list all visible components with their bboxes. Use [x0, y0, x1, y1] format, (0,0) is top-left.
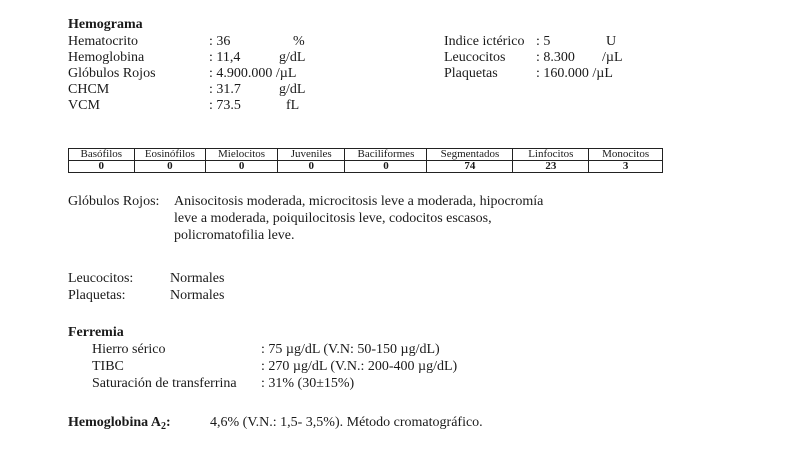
rbc-morphology-label: Glóbulos Rojos: — [68, 194, 160, 209]
header-eosinofilos: Eosinófilos — [134, 149, 206, 161]
hba2-value: 4,6% (V.N.: 1,5- 3,5%). Método cromatográfico. — [210, 415, 483, 430]
hierro-serico-value: : 75 µg/dL (V.N: 50-150 µg/dL) — [261, 342, 440, 357]
saturacion-value: : 31% (30±15%) — [261, 376, 355, 391]
row-label: Plaquetas — [444, 66, 498, 81]
hba2-label-sub: 2 — [160, 421, 166, 432]
row-value: : 31.7 — [209, 82, 241, 97]
hba2-label-colon: : — [165, 415, 171, 430]
row-value: : 4.900.000 /µL — [209, 66, 297, 81]
saturacion-label: Saturación de transferrina — [92, 376, 237, 391]
plt-morphology-value: Normales — [170, 288, 225, 303]
tibc-value: : 270 µg/dL (V.N.: 200-400 µg/dL) — [261, 359, 458, 374]
header-mielocitos: Mielocitos — [206, 149, 278, 161]
ferremia-title: Ferremia — [68, 325, 124, 340]
row-label: Hematocrito — [68, 34, 138, 49]
row-value: : 73.5 — [209, 98, 241, 113]
row-unit: fL — [286, 98, 300, 113]
row-value: : 160.000 /µL — [536, 66, 613, 81]
hba2-label-main: Hemoglobina A — [68, 415, 161, 430]
row-label: VCM — [68, 98, 100, 113]
rbc-morphology-line-1: Anisocitosis moderada, microcitosis leve a moderada, hipocromía — [174, 194, 544, 209]
row-label: Hemoglobina — [68, 50, 145, 65]
header-baciliformes: Baciliformes — [345, 149, 427, 161]
row-unit: % — [293, 34, 305, 49]
value-basofilos: 0 — [69, 161, 135, 173]
row-label: Indice ictérico — [444, 34, 525, 49]
table-row — [69, 161, 663, 173]
row-value: : 11,4 — [209, 50, 241, 65]
value-segmentados: 74 — [427, 161, 513, 173]
table-header-row — [69, 149, 663, 161]
tibc-label: TIBC — [92, 359, 124, 374]
value-monocitos: 3 — [589, 161, 663, 173]
rbc-morphology-line-3: policromatofilia leve. — [174, 228, 295, 243]
plt-morphology-label: Plaquetas: — [68, 288, 126, 303]
row-label: Glóbulos Rojos — [68, 66, 156, 81]
row-unit: g/dL — [279, 82, 306, 97]
row-unit: /µL — [602, 50, 623, 65]
wbc-morphology-value: Normales — [170, 271, 225, 286]
hierro-serico-label: Hierro sérico — [92, 342, 166, 357]
wbc-morphology-label: Leucocitos: — [68, 271, 134, 286]
value-juveniles: 0 — [277, 161, 345, 173]
header-basofilos: Basófilos — [69, 149, 135, 161]
row-label: Leucocitos — [444, 50, 506, 65]
value-mielocitos: 0 — [206, 161, 278, 173]
row-value: : 36 — [209, 34, 231, 49]
differential-table — [68, 148, 663, 173]
header-linfocitos: Linfocitos — [513, 149, 589, 161]
rbc-morphology-line-2: leve a moderada, poiquilocitosis leve, codocitos escasos, — [174, 211, 492, 226]
header-juveniles: Juveniles — [277, 149, 345, 161]
row-value: : 8.300 — [536, 50, 575, 65]
row-label: CHCM — [68, 82, 110, 97]
hba2-label — [68, 416, 171, 432]
header-monocitos: Monocitos — [589, 149, 663, 161]
row-unit: g/dL — [279, 50, 306, 65]
row-unit: U — [606, 34, 617, 49]
value-baciliformes: 0 — [345, 161, 427, 173]
header-segmentados: Segmentados — [427, 149, 513, 161]
row-value: : 5 — [536, 34, 551, 49]
value-linfocitos: 23 — [513, 161, 589, 173]
value-eosinofilos: 0 — [134, 161, 206, 173]
hemograma-title: Hemograma — [68, 17, 143, 32]
